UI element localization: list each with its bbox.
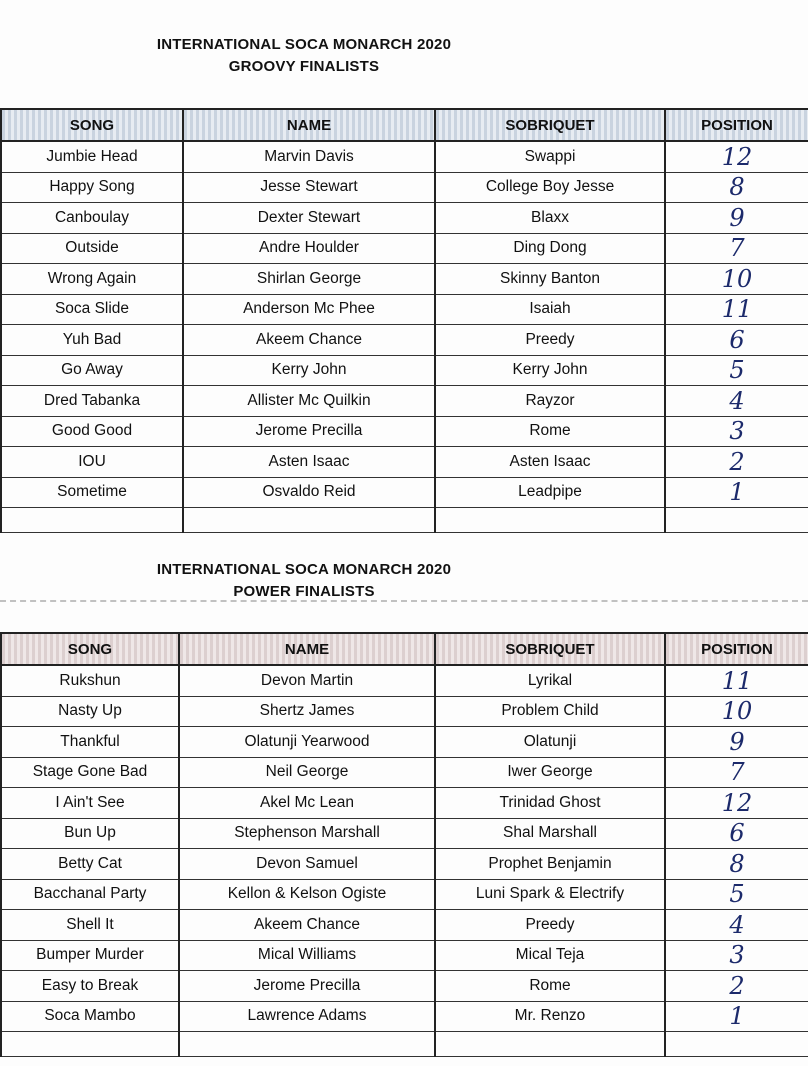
name-cell: Allister Mc Quilkin [183,386,435,417]
name-cell: Jerome Precilla [179,971,435,1002]
table-row [1,788,808,819]
blank-row [1,1032,808,1057]
table-row [1,172,808,203]
sobriquet-cell: Shal Marshall [435,818,665,849]
song-cell: Thankful [1,727,179,758]
position-cell: 2 [665,971,808,1002]
position-cell: 12 [665,788,808,819]
sobriquet-cell: Mr. Renzo [435,1001,665,1032]
sobriquet-cell: Ding Dong [435,233,665,264]
position-cell: 5 [665,355,808,386]
blank-row [1,508,808,533]
position-cell: 1 [665,477,808,508]
name-cell: Devon Samuel [179,849,435,880]
position-cell: 3 [665,940,808,971]
song-header: SONG [1,633,179,665]
song-cell: Rukshun [1,665,179,696]
song-cell: I Ain't See [1,788,179,819]
table-row [1,477,808,508]
sobriquet-cell: Olatunji [435,727,665,758]
song-cell: Easy to Break [1,971,179,1002]
song-cell: Yuh Bad [1,325,183,356]
position-cell: 11 [665,294,808,325]
sobriquet-cell: Luni Spark & Electrify [435,879,665,910]
table-row [1,325,808,356]
sobriquet-cell: Blaxx [435,203,665,234]
name-cell: Akeem Chance [183,325,435,356]
name-cell: Akeem Chance [179,910,435,941]
groovy-finalists-table [0,108,808,533]
song-cell: Good Good [1,416,183,447]
sobriquet-cell: Asten Isaac [435,447,665,478]
empty-cell [1,508,183,533]
position-cell: 9 [665,203,808,234]
power-title-line2: POWER FINALISTS [233,583,375,600]
sobriquet-cell: Trinidad Ghost [435,788,665,819]
table-row [1,203,808,234]
song-cell: Outside [1,233,183,264]
power-finalists-table [0,632,808,1057]
empty-cell [435,508,665,533]
name-cell: Shertz James [179,696,435,727]
table-row [1,1001,808,1032]
position-cell: 10 [665,696,808,727]
song-cell: Dred Tabanka [1,386,183,417]
song-cell: Happy Song [1,172,183,203]
name-cell: Marvin Davis [183,141,435,172]
sobriquet-cell: College Boy Jesse [435,172,665,203]
empty-cell [665,1032,808,1057]
groovy-title [0,34,708,78]
name-cell: Andre Houlder [183,233,435,264]
table-body [1,665,808,1057]
name-cell: Dexter Stewart [183,203,435,234]
sobriquet-header: SOBRIQUET [435,633,665,665]
song-cell: Go Away [1,355,183,386]
name-cell: Olatunji Yearwood [179,727,435,758]
song-cell: Canboulay [1,203,183,234]
table-header-row [1,109,808,141]
table-row [1,971,808,1002]
position-cell: 6 [665,818,808,849]
song-cell: Bacchanal Party [1,879,179,910]
table-row [1,818,808,849]
song-cell: Stage Gone Bad [1,757,179,788]
position-cell: 4 [665,910,808,941]
position-cell: 6 [665,325,808,356]
sobriquet-cell: Rayzor [435,386,665,417]
empty-cell [435,1032,665,1057]
table-row [1,665,808,696]
position-cell: 8 [665,849,808,880]
table-row [1,294,808,325]
song-cell: Wrong Again [1,264,183,295]
song-cell: Nasty Up [1,696,179,727]
table-row [1,757,808,788]
name-cell: Osvaldo Reid [183,477,435,508]
position-cell: 5 [665,879,808,910]
name-cell: Jerome Precilla [183,416,435,447]
table-row [1,940,808,971]
position-cell: 1 [665,1001,808,1032]
empty-cell [183,508,435,533]
sobriquet-cell: Skinny Banton [435,264,665,295]
position-cell: 3 [665,416,808,447]
name-cell: Asten Isaac [183,447,435,478]
sobriquet-cell: Mical Teja [435,940,665,971]
empty-cell [179,1032,435,1057]
position-cell: 7 [665,233,808,264]
song-cell: Jumbie Head [1,141,183,172]
table-row [1,355,808,386]
table-body [1,141,808,533]
name-cell: Devon Martin [179,665,435,696]
name-cell: Stephenson Marshall [179,818,435,849]
sobriquet-cell: Preedy [435,910,665,941]
name-cell: Anderson Mc Phee [183,294,435,325]
song-cell: Bun Up [1,818,179,849]
table-row [1,447,808,478]
table-row [1,141,808,172]
sobriquet-cell: Iwer George [435,757,665,788]
sobriquet-cell: Rome [435,971,665,1002]
sobriquet-cell: Preedy [435,325,665,356]
sobriquet-cell: Leadpipe [435,477,665,508]
name-cell: Akel Mc Lean [179,788,435,819]
name-cell: Kellon & Kelson Ogiste [179,879,435,910]
table-header-row [1,633,808,665]
sobriquet-cell: Lyrikal [435,665,665,696]
position-cell: 12 [665,141,808,172]
table-row [1,416,808,447]
sobriquet-cell: Swappi [435,141,665,172]
sobriquet-cell: Problem Child [435,696,665,727]
sobriquet-header: SOBRIQUET [435,109,665,141]
name-header: NAME [183,109,435,141]
position-header: POSITION [665,633,808,665]
song-header: SONG [1,109,183,141]
sobriquet-cell: Rome [435,416,665,447]
table-row [1,696,808,727]
empty-cell [1,1032,179,1057]
name-cell: Kerry John [183,355,435,386]
position-cell: 10 [665,264,808,295]
table-row [1,727,808,758]
power-title-line1: INTERNATIONAL SOCA MONARCH 2020 [156,561,452,578]
song-cell: Shell It [1,910,179,941]
name-cell: Lawrence Adams [179,1001,435,1032]
position-cell: 4 [665,386,808,417]
table-row [1,233,808,264]
name-header: NAME [179,633,435,665]
sobriquet-cell: Kerry John [435,355,665,386]
position-cell: 11 [665,665,808,696]
name-cell: Neil George [179,757,435,788]
power-title [0,559,708,603]
sobriquet-cell: Isaiah [435,294,665,325]
table-row [1,879,808,910]
empty-cell [665,508,808,533]
position-cell: 8 [665,172,808,203]
position-cell: 7 [665,757,808,788]
song-cell: IOU [1,447,183,478]
name-cell: Shirlan George [183,264,435,295]
position-cell: 2 [665,447,808,478]
groovy-title-line2: GROOVY FINALISTS [228,58,380,75]
table-row [1,264,808,295]
table-row [1,849,808,880]
song-cell: Sometime [1,477,183,508]
groovy-title-line1: INTERNATIONAL SOCA MONARCH 2020 [156,36,452,53]
song-cell: Bumper Murder [1,940,179,971]
song-cell: Betty Cat [1,849,179,880]
song-cell: Soca Mambo [1,1001,179,1032]
table-row [1,386,808,417]
song-cell: Soca Slide [1,294,183,325]
position-cell: 9 [665,727,808,758]
name-cell: Mical Williams [179,940,435,971]
sobriquet-cell: Prophet Benjamin [435,849,665,880]
position-header: POSITION [665,109,808,141]
name-cell: Jesse Stewart [183,172,435,203]
table-row [1,910,808,941]
